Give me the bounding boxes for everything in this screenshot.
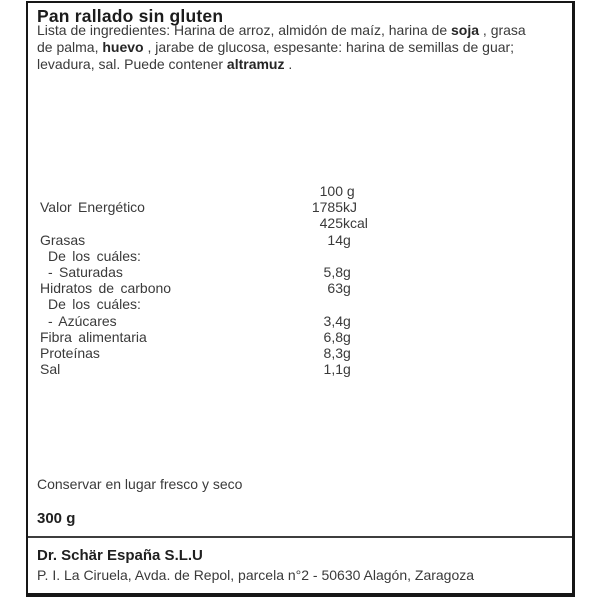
ingredient-segment: , jarabe de glucosa, espesante: harina de semillas de guar; levadura, sal. Puede contener xyxy=(37,39,515,72)
net-weight: 300 g xyxy=(37,510,76,527)
nutrient-unit: kJ xyxy=(343,199,357,216)
nutrition-row xyxy=(40,215,460,231)
nutrient-value: 3,4 xyxy=(323,312,343,329)
nutrient-unit: g xyxy=(343,361,351,378)
nutrient-value: 100 xyxy=(319,183,343,199)
storage-note: Conservar en lugar fresco y seco xyxy=(37,476,243,492)
nutrition-table xyxy=(40,183,460,377)
nutrient-unit: g xyxy=(343,344,351,361)
nutrient-label: - Saturadas xyxy=(48,263,123,280)
nutrient-unit: g xyxy=(343,328,351,345)
manufacturer-name: Dr. Schär España S.L.U xyxy=(37,547,203,564)
nutrient-label: - Azúcares xyxy=(48,312,117,329)
nutrition-row xyxy=(40,248,460,264)
nutrient-value: 425 xyxy=(319,215,343,232)
nutrient-unit: g xyxy=(343,231,351,248)
nutrient-unit: g xyxy=(343,263,351,280)
nutrition-row xyxy=(40,329,460,345)
nutrient-unit: g xyxy=(343,280,351,297)
product-label-sheet xyxy=(26,1,575,597)
nutrition-row xyxy=(40,232,460,248)
nutrient-value: 63 xyxy=(327,280,343,297)
nutrient-label: Sal xyxy=(40,361,61,378)
nutrient-value: 8,3 xyxy=(323,344,343,361)
nutrient-unit: g xyxy=(343,183,355,199)
nutrition-row xyxy=(40,361,460,377)
ingredient-segment: , grasa de palma, xyxy=(37,22,526,55)
ingredient-segment: . xyxy=(284,56,293,72)
ingredient-allergen: altramuz xyxy=(226,56,285,72)
nutrition-row xyxy=(40,280,460,296)
manufacturer-address: P. I. La Ciruela, Avda. de Repol, parcela n°2 - 50630 Alagón, Zaragoza xyxy=(37,567,475,583)
nutrient-label: Grasas xyxy=(40,231,86,248)
nutrient-value: 6,8 xyxy=(323,328,343,345)
nutrition-row xyxy=(40,345,460,361)
nutrition-row xyxy=(40,313,460,329)
nutrient-value: 5,8 xyxy=(323,263,343,280)
nutrient-unit: kcal xyxy=(343,215,368,232)
nutrient-value: 14 xyxy=(327,231,343,248)
product-title: Pan rallado sin gluten xyxy=(37,6,224,26)
nutrition-row xyxy=(40,264,460,280)
nutrient-label: De los cuáles: xyxy=(48,296,141,313)
footer-divider xyxy=(28,536,572,538)
nutrient-label: Hidratos de carbono xyxy=(40,280,172,297)
nutrient-label: Fibra alimentaria xyxy=(40,328,147,345)
nutrition-header-row xyxy=(40,183,460,199)
nutrient-value: 1785 xyxy=(311,199,343,216)
ingredients-text xyxy=(37,22,545,73)
nutrient-label: Proteínas xyxy=(40,344,100,361)
nutrition-row xyxy=(40,199,460,215)
nutrition-row xyxy=(40,296,460,312)
ingredient-allergen: soja xyxy=(451,22,480,38)
ingredient-segment: Lista de ingredientes: Harina de arroz, almidón de maíz, harina de xyxy=(37,22,452,38)
nutrient-label: De los cuáles: xyxy=(48,247,141,264)
ingredient-allergen: huevo xyxy=(102,39,144,55)
nutrient-value: 1,1 xyxy=(323,361,343,378)
nutrient-unit: g xyxy=(343,312,351,329)
nutrient-label: Valor Energético xyxy=(40,199,145,216)
